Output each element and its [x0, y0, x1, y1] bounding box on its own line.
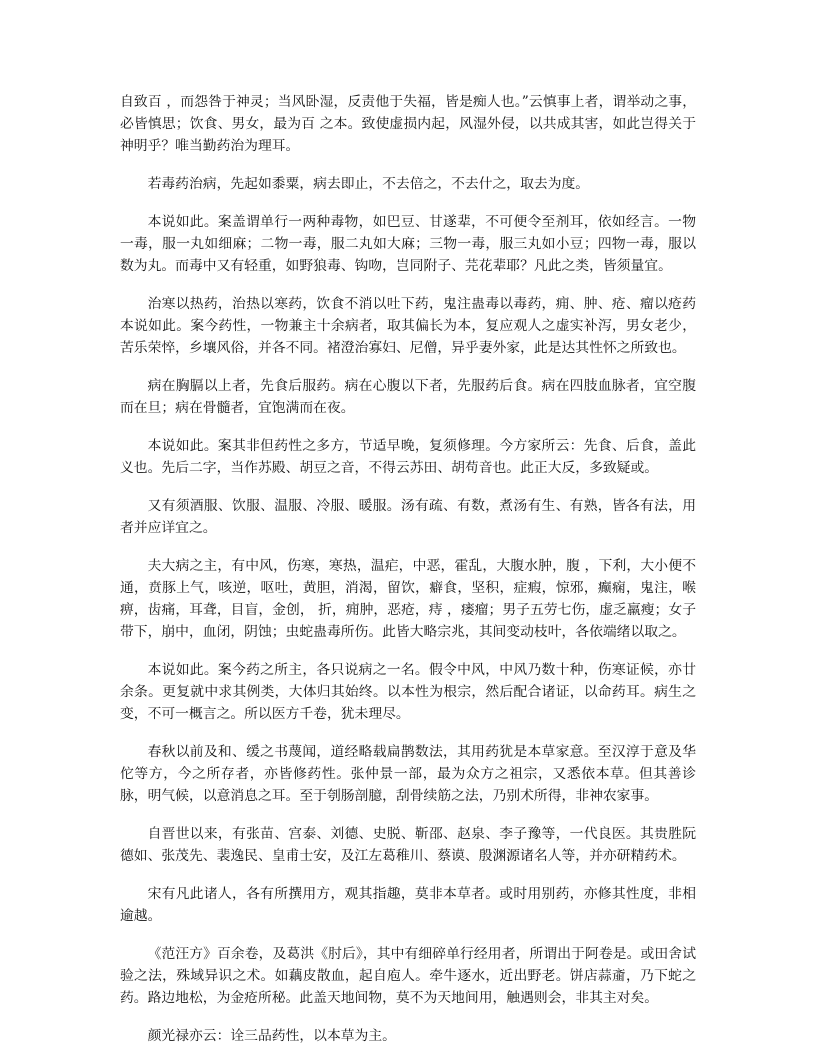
paragraph-11: 自晋世以来，有张苗、宫泰、刘德、史脱、靳邵、赵泉、李子豫等，一代良医。其贵胜阮德如、张茂先、裴逸民、皇甫士安，及江左葛稚川、蔡谟、殷渊源诸名人等，并亦研精药术。	[120, 826, 696, 864]
paragraph-1: 自致百 ，而怨咎于神灵；当风卧湿，反责他于失福，皆是痴人也。”云慎事上者，谓举动之事，必皆慎思；饮食、男女，最为百 之本。致使虚损内起，风湿外侵，以共成其害，如此岂得关于神明乎？唯当勤药治为理耳。	[120, 94, 696, 154]
paragraph-14: 颜光禄亦云：诠三品药性，以本草为主。	[147, 1028, 396, 1044]
paragraph-7: 又有须酒服、饮服、温服、冷服、暖服。汤有疏、有数，煮汤有生、有熟，皆各有法，用者并应详宜之。	[120, 498, 696, 536]
paragraph-4: 治寒以热药，治热以寒药，饮食不消以吐下药，鬼注蛊毒以毒药，痈、肿、疮、瘤以疮药本说如此。案今药性，一物兼主十余病者，取其偏长为本，复应观人之虚实补泻，男女老少，苦乐荣悴，乡壤风俗，并各不同。褚澄治寡妇、尼僧，异乎妻外家，此是达其性怀之所致也。	[120, 296, 696, 356]
paragraph-12: 宋有凡此诸人，各有所撰用方，观其指趣，莫非本草者。或时用别药，亦修其性度，非相逾越。	[120, 886, 696, 924]
paragraph-13: 《范汪方》百余卷，及葛洪《肘后》，其中有细碎单行经用者，所谓出于阿卷是。或田舍试验之法，殊域异识之术。如藕皮散血，起自庖人。牵牛逐水，近出野老。饼店蒜齑，乃下蛇之药。路边地松，为金疮所秘。此盖天地间物，莫不为天地间用，触遇则会，非其主对矣。	[120, 946, 696, 1006]
paragraph-10: 春秋以前及和、缓之书蔑闻，道经略载扁鹊数法，其用药犹是本草家意。至汉淳于意及华佗等方，今之所存者，亦皆修药性。张仲景一部，最为众方之祖宗，又悉依本草。但其善诊脉，明气候，以意消息之耳。至于刳肠剖臆，刮骨续筋之法，乃别术所得，非神农家事。	[120, 744, 696, 804]
paragraph-5: 病在胸膈以上者，先食后服药。病在心腹以下者，先服药后食。病在四肢血脉者，宜空腹而在旦；病在骨髓者，宜饱满而在夜。	[120, 378, 696, 416]
paragraph-2: 若毒药治病，先起如黍粟，病去即止，不去倍之，不去什之，取去为度。	[147, 176, 590, 192]
paragraph-3: 本说如此。案盖谓单行一两种毒物，如巴豆、甘遂辈，不可便令至剂耳，依如经言。一物一毒，服一丸如细麻；二物一毒，服二丸如大麻；三物一毒，服三丸如小豆；四物一毒，服以数为丸。而毒中又有轻重，如野狼毒、钩吻，岂同附子、芫花辈耶？凡此之类，皆须量宜。	[120, 214, 696, 274]
paragraph-6: 本说如此。案其非但药性之多方，节适早晚，复须修理。今方家所云：先食、后食，盖此义也。先后二字，当作苏殿、胡豆之音，不得云苏田、胡苟音也。此正大反，多致疑或。	[120, 438, 696, 476]
paragraph-8: 夫大病之主，有中风，伤寒，寒热，温疟，中恶，霍乱，大腹水肿，腹 ，下利，大小便不通，贲豚上气，咳逆，呕吐，黄胆，消渴，留饮，癖食，坚积，症瘕，惊邪，癫痫，鬼注，喉痹，齿痛，耳聋，目盲，金创， 折，痈肿，恶疮，痔 ，瘘瘤；男子五劳七伤，虚乏羸瘦；女子带下，崩中，血闭，阴蚀；虫蛇蛊毒所伤。此皆大略宗兆，其间变动枝叶，各依端绪以取之。	[120, 558, 696, 640]
paragraph-9: 本说如此。案今药之所主，各只说病之一名。假令中风，中风乃数十种，伤寒证候，亦廿余条。更复就中求其例类，大体归其始终。以本性为根宗，然后配合诸证，以命药耳。病生之变，不可一概言之。所以医方千卷，犹未理尽。	[120, 662, 696, 722]
document-body	[120, 91, 696, 1063]
